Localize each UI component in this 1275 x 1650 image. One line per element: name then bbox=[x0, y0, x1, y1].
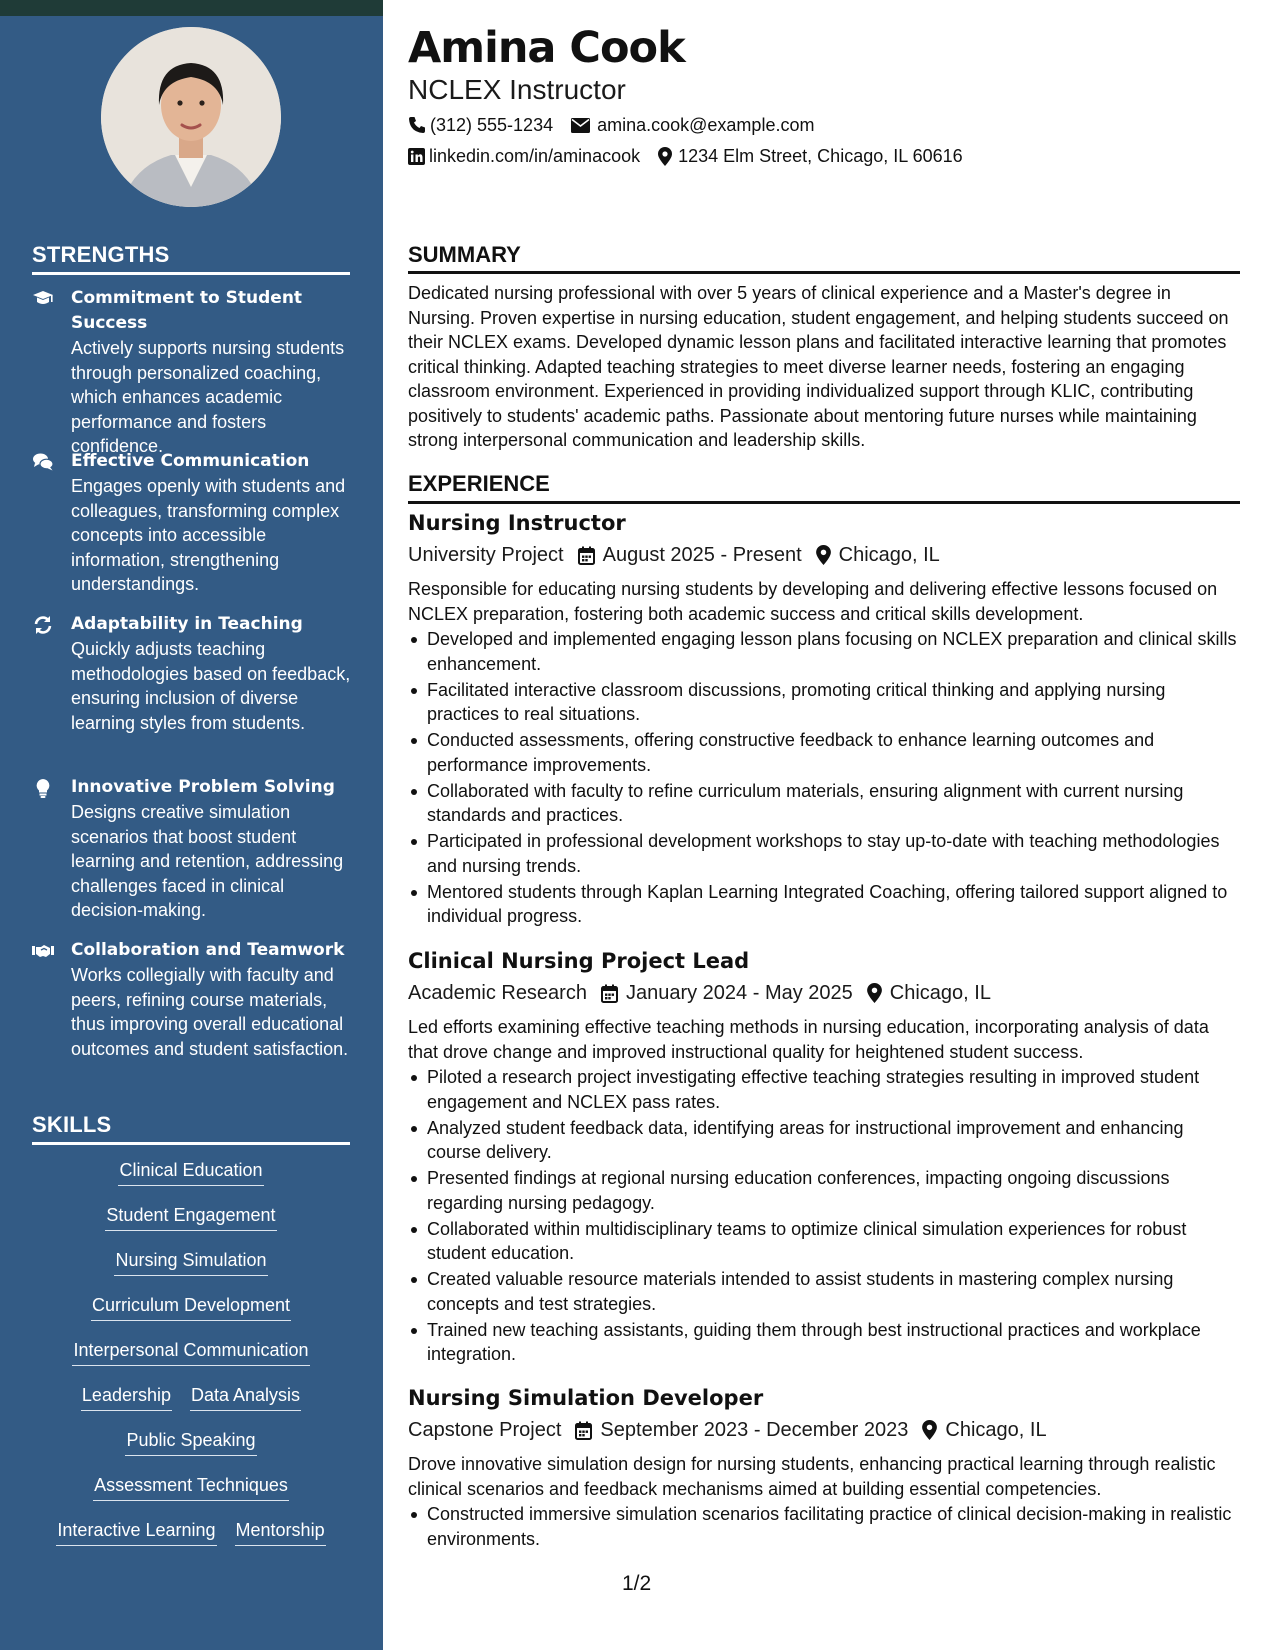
job-organization: Academic Research bbox=[408, 982, 587, 1004]
job-bullet: Constructed immersive simulation scenarios facilitating practice of clinical decision-making in realistic environments. bbox=[408, 1502, 1240, 1551]
skill-tag: Student Engagement bbox=[105, 1203, 276, 1231]
summary-heading: SUMMARY bbox=[408, 242, 521, 267]
job-location: Chicago, IL bbox=[838, 544, 940, 566]
strength-item bbox=[32, 286, 352, 459]
map-pin-icon bbox=[816, 545, 831, 565]
strengths-heading: STRENGTHS bbox=[32, 242, 170, 267]
comments-icon bbox=[32, 451, 54, 473]
strength-title: Adaptability in Teaching bbox=[71, 614, 303, 634]
job-meta bbox=[408, 1416, 1047, 1444]
job-bullet: Trained new teaching assistants, guiding them through best instructional practices and workplace integration. bbox=[408, 1318, 1240, 1367]
strength-item bbox=[32, 612, 352, 735]
envelope-icon bbox=[571, 118, 590, 133]
job-meta bbox=[408, 541, 940, 569]
job-location: Chicago, IL bbox=[889, 982, 991, 1004]
avatar bbox=[101, 27, 281, 207]
calendar-icon bbox=[601, 984, 618, 1003]
strength-title: Collaboration and Teamwork bbox=[71, 940, 345, 960]
strength-title: Effective Communication bbox=[71, 451, 310, 471]
job-bullet: Collaborated within multidisciplinary teams to optimize clinical simulation experiences for robust student education. bbox=[408, 1217, 1240, 1266]
map-pin-icon bbox=[922, 1420, 937, 1440]
job-description: Led efforts examining effective teaching methods in nursing education, incorporating analysis of data that drove change and improved instructional quality for heightened student success. bbox=[408, 1017, 1209, 1062]
sync-icon bbox=[32, 614, 54, 636]
strength-description: Engages openly with students and colleagues, transforming complex concepts into accessible information, strengthening understandings. bbox=[71, 476, 346, 594]
summary-divider bbox=[408, 271, 1240, 274]
contact-row bbox=[408, 113, 814, 137]
job-bullet: Created valuable resource materials intended to assist students in mastering complex nursing concepts and test strategies. bbox=[408, 1267, 1240, 1316]
job-bullet: Analyzed student feedback data, identifying areas for instructional improvement and enhancing course delivery. bbox=[408, 1116, 1240, 1165]
map-pin-icon bbox=[867, 983, 882, 1003]
handshake-icon bbox=[32, 940, 54, 962]
sidebar bbox=[0, 16, 383, 1650]
job-dates: January 2024 - May 2025 bbox=[625, 982, 853, 1004]
skills-list bbox=[32, 1158, 350, 1563]
job-meta bbox=[408, 979, 991, 1007]
strength-title: Commitment to Student Success bbox=[71, 288, 303, 333]
job-title: Nursing Instructor bbox=[408, 511, 626, 535]
linkedin-link[interactable]: linkedin.com/in/aminacook bbox=[429, 146, 641, 166]
strength-description: Actively supports nursing students through personalized coaching, which enhances academic performance and fosters confidence. bbox=[71, 338, 345, 456]
graduation-cap-icon bbox=[32, 288, 54, 310]
skill-tag: Public Speaking bbox=[125, 1428, 256, 1456]
skill-tag: Leadership bbox=[81, 1383, 172, 1411]
skills-divider bbox=[32, 1142, 350, 1145]
skill-tag: Assessment Techniques bbox=[93, 1473, 289, 1501]
job-bullet: Piloted a research project investigating effective teaching strategies resulting in improved student engagement and NCLEX pass rates. bbox=[408, 1065, 1240, 1114]
job-description: Drove innovative simulation design for nursing students, enhancing practical learning through realistic clinical scenarios and feedback mechanisms aimed at building essential competencies. bbox=[408, 1454, 1216, 1499]
page-number: 1/2 bbox=[622, 1572, 652, 1595]
skill-tag: Data Analysis bbox=[190, 1383, 301, 1411]
job-title: Clinical Nursing Project Lead bbox=[408, 949, 750, 973]
calendar-icon bbox=[578, 546, 595, 565]
job-organization: University Project bbox=[408, 544, 564, 566]
skill-tag: Interactive Learning bbox=[56, 1518, 216, 1546]
job-bullet: Collaborated with faculty to refine curriculum materials, ensuring alignment with current nursing standards and practices. bbox=[408, 779, 1240, 828]
linkedin-icon bbox=[408, 148, 425, 165]
skill-tag: Clinical Education bbox=[118, 1158, 263, 1186]
calendar-icon bbox=[575, 1421, 592, 1440]
phone-number[interactable]: (312) 555-1234 bbox=[430, 115, 554, 135]
address-text: 1234 Elm Street, Chicago, IL 60616 bbox=[678, 146, 963, 166]
strength-description: Designs creative simulation scenarios that boost student learning and retention, addressing challenges faced in clinical decision-making. bbox=[71, 802, 344, 920]
strength-item bbox=[32, 449, 352, 597]
strength-description: Quickly adjusts teaching methodologies based on feedback, ensuring inclusion of diverse learning styles from students. bbox=[71, 639, 351, 733]
job-bullets bbox=[408, 1065, 1240, 1368]
job-bullets bbox=[408, 627, 1240, 930]
job-bullet: Mentored students through Kaplan Learning Integrated Coaching, offering tailored support aligned to individual progress. bbox=[408, 880, 1240, 929]
job-location: Chicago, IL bbox=[945, 1419, 1047, 1441]
skill-tag: Curriculum Development bbox=[91, 1293, 291, 1321]
job-dates: September 2023 - December 2023 bbox=[600, 1419, 909, 1441]
strengths-divider bbox=[32, 272, 350, 275]
job-bullet: Participated in professional development workshops to stay up-to-date with teaching methodologies and nursing trends. bbox=[408, 829, 1240, 878]
strength-item bbox=[32, 775, 352, 923]
sidebar-top-strip bbox=[0, 0, 383, 16]
experience-heading: EXPERIENCE bbox=[408, 471, 550, 496]
person-name: Amina Cook bbox=[408, 23, 685, 73]
skill-tag: Interpersonal Communication bbox=[72, 1338, 309, 1366]
map-pin-icon bbox=[658, 147, 672, 166]
skill-tag: Nursing Simulation bbox=[114, 1248, 267, 1276]
job-bullet: Conducted assessments, offering constructive feedback to enhance learning outcomes and performance improvements. bbox=[408, 728, 1240, 777]
skill-tag: Mentorship bbox=[235, 1518, 326, 1546]
phone-icon bbox=[408, 116, 426, 134]
email-link[interactable]: amina.cook@example.com bbox=[597, 115, 815, 135]
contact-row bbox=[408, 144, 963, 168]
job-title: Nursing Simulation Developer bbox=[408, 1386, 764, 1410]
job-bullets bbox=[408, 1502, 1240, 1553]
job-bullet: Developed and implemented engaging lesson plans focusing on NCLEX preparation and clinical skills enhancement. bbox=[408, 627, 1240, 676]
job-description: Responsible for educating nursing students by developing and delivering effective lessons focused on NCLEX preparation, fostering both academic success and critical skills development. bbox=[408, 579, 1218, 624]
job-dates: August 2025 - Present bbox=[602, 544, 802, 566]
experience-divider bbox=[408, 501, 1240, 504]
job-organization: Capstone Project bbox=[408, 1419, 562, 1441]
job-role: NCLEX Instructor bbox=[408, 74, 626, 105]
strength-item bbox=[32, 938, 352, 1061]
job-bullet: Presented findings at regional nursing education conferences, impacting ongoing discussions regarding nursing pedagogy. bbox=[408, 1166, 1240, 1215]
strength-title: Innovative Problem Solving bbox=[71, 777, 335, 797]
strength-description: Works collegially with faculty and peers, refining course materials, thus improving overall educational outcomes and student satisfaction. bbox=[71, 965, 349, 1059]
lightbulb-icon bbox=[32, 777, 54, 799]
summary-text: Dedicated nursing professional with over 5 years of clinical experience and a Master's degree in Nursing. Proven expertise in nursing education, student engagement, and helping students succeed on their NCLEX exams. Developed dynamic lesson plans and facilitated interactive learning that promotes critical thinking. Adapted teaching strategies to meet diverse learner needs, fostering an engaging classroom environment. Experienced in providing individualized support through KLIC, contributing positively to students' academic paths. Passionate about mentoring future nurses while maintaining strong interpersonal communication and leadership skills. bbox=[408, 283, 1229, 450]
skills-heading: SKILLS bbox=[32, 1112, 112, 1137]
job-bullet: Facilitated interactive classroom discussions, promoting critical thinking and applying nursing practices to real situations. bbox=[408, 678, 1240, 727]
